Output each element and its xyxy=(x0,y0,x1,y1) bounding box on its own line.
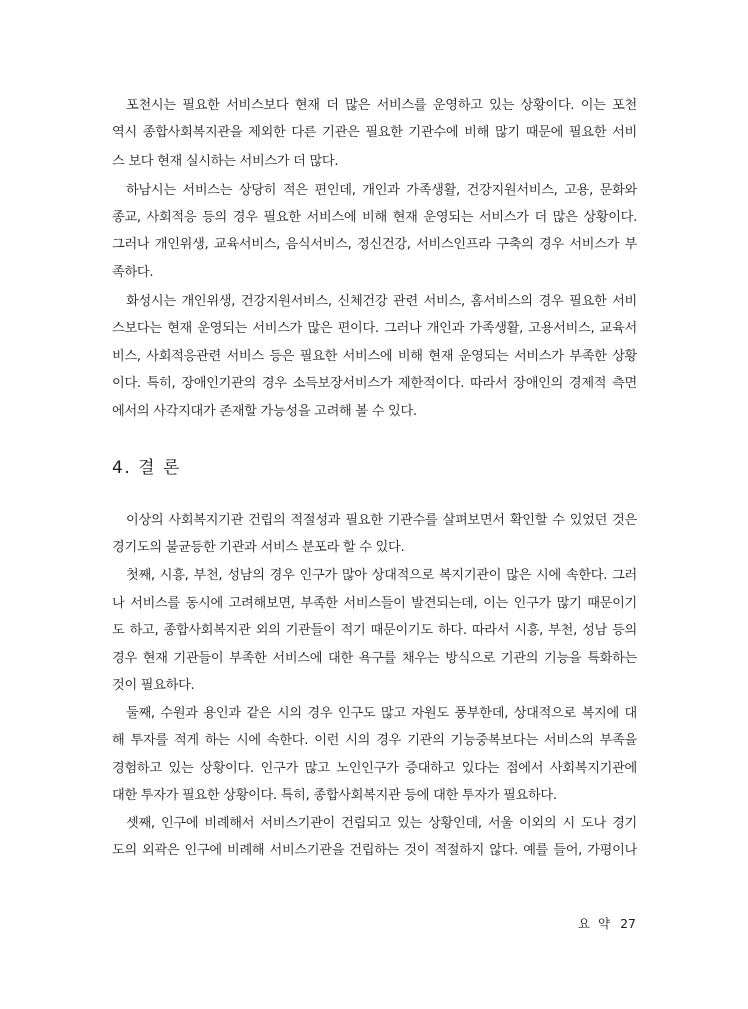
paragraph-line: 첫째, 시흥, 부천, 성남의 경우 인구가 많아 상대적으로 복지기관이 많은 시에 속한다. 그러 xyxy=(126,568,637,583)
paragraph-line: 하남시는 서비스는 상당히 적은 편인데, 개인과 가족생활, 건강지원서비스, 고용, 문화와 xyxy=(126,183,637,198)
page-number: 27 xyxy=(620,916,636,931)
paragraph-line: 족하다. xyxy=(112,265,154,280)
footer-section-label: 요 약 xyxy=(577,916,613,931)
paragraph-line: 경우 현재 기관들이 부족한 서비스에 대한 욕구를 채우는 방식으로 기관의 기능을 특화하는 xyxy=(112,651,637,666)
page-footer xyxy=(578,916,636,932)
section-heading: 4. 결 론 xyxy=(112,458,181,478)
paragraph-line: 대한 투자가 필요한 상황이다. 특히, 종합사회복지관 등에 대한 투자가 필요하다. xyxy=(112,788,557,803)
paragraph-line: 화성시는 개인위생, 건강지원서비스, 신체건강 관련 서비스, 홈서비스의 경우 필요한 서비 xyxy=(126,294,637,309)
paragraph-line: 셋째, 인구에 비례해서 서비스기관이 건립되고 있는 상황인데, 서울 이외의 시 도나 경기 xyxy=(126,816,637,831)
paragraph-line: 그러나 개인위생, 교육서비스, 음식서비스, 정신건강, 서비스인프라 구축의 경우 서비스가 부 xyxy=(112,237,637,252)
paragraph-line: 스보다는 현재 운영되는 서비스가 많은 편이다. 그러나 개인과 가족생활, 고용서비스, 교육서 xyxy=(112,321,637,336)
paragraph-line: 도의 외곽은 인구에 비례해 서비스기관을 건립하는 것이 적절하지 않다. 예를 들어, 가평이나 xyxy=(112,843,637,858)
paragraph-line: 이다. 특히, 장애인기관의 경우 소득보장서비스가 제한적이다. 따라서 장애인의 경제적 측면 xyxy=(112,376,637,391)
paragraph-line: 경험하고 있는 상황이다. 인구가 많고 노인인구가 증대하고 있다는 점에서 사회복지기관에 xyxy=(112,761,637,776)
paragraph-line: 에서의 사각지대가 존재할 가능성을 고려해 볼 수 있다. xyxy=(112,404,417,419)
paragraph-line: 둘째, 수원과 용인과 같은 시의 경우 인구도 많고 자원도 풍부한데, 상대적으로 복지에 대 xyxy=(126,706,637,721)
paragraph-line: 나 서비스를 동시에 고려해보면, 부족한 서비스들이 발견되는데, 이는 인구가 많기 때문이기 xyxy=(112,596,637,611)
paragraph-line: 해 투자를 적게 하는 시에 속한다. 이런 시의 경우 기관의 기능중복보다는 서비스의 부족을 xyxy=(112,733,637,748)
paragraph-line: 종교, 사회적응 등의 경우 필요한 서비스에 비해 현재 운영되는 서비스가 더 많은 상황이다. xyxy=(112,210,637,225)
paragraph-line: 포천시는 필요한 서비스보다 현재 더 많은 서비스를 운영하고 있는 상황이다. 이는 포천 xyxy=(126,98,637,113)
paragraph-line: 도 하고, 종합사회복지관 외의 기관들이 적기 때문이기도 하다. 따라서 시흥, 부천, 성남 등의 xyxy=(112,623,637,638)
paragraph-line: 경기도의 불균등한 기관과 서비스 분포라 할 수 있다. xyxy=(112,540,405,555)
paragraph-line: 스 보다 현재 실시하는 서비스가 더 많다. xyxy=(112,154,339,169)
paragraph-line: 비스, 사회적응관련 서비스 등은 필요한 서비스에 비해 현재 운영되는 서비스가 부족한 상황 xyxy=(112,349,637,364)
paragraph-line: 역시 종합사회복지관을 제외한 다른 기관은 필요한 기관수에 비해 많기 때문에 필요한 서비 xyxy=(112,125,637,140)
paragraph-line: 이상의 사회복지기관 건립의 적절성과 필요한 기관수를 살펴보면서 확인할 수 있었던 것은 xyxy=(126,513,637,528)
paragraph-line: 것이 필요하다. xyxy=(112,678,195,693)
